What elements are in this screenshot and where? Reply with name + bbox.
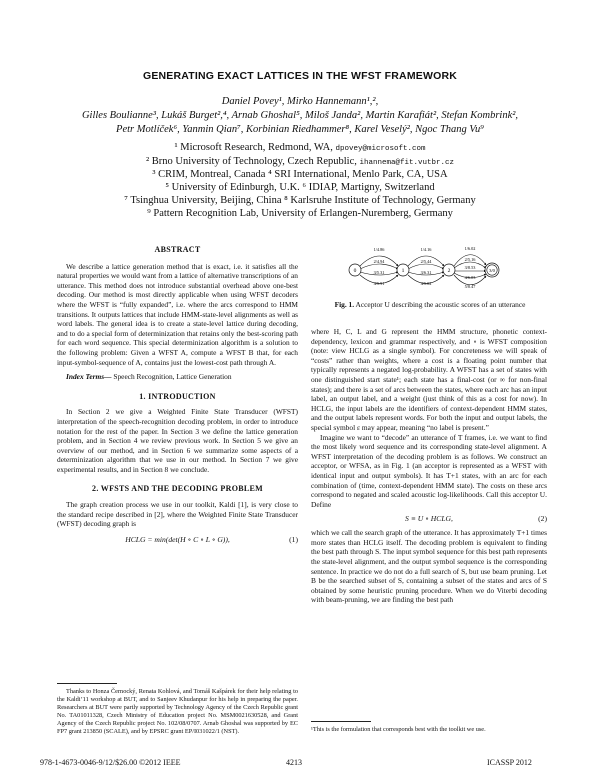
left-column: [57, 245, 298, 549]
abstract-heading: ABSTRACT: [154, 245, 201, 254]
arc-label: 1/4.16: [420, 247, 432, 252]
figure-caption: Fig. 1. Acceptor U describing the acoustic scores of an utterance: [334, 300, 526, 309]
section-1-text: In Section 2 we give a Weighted Finite State Transducer (WFST) interpretation of the speech-recognition decoding problem, in order to introduce notation for the rest of the paper. In Section 3 we define the lattice generation problem, and in Section 4 we review previous work. In Section 5 we give an overview of our method, and in Section 6 we summarize some aspects of a determinization algorithm that we use in our method. In Section 7 we give experimental results, and in Section 8 we conclude.: [57, 407, 298, 474]
section-2-text: The graph creation process we use in our toolkit, Kaldi [1], is very close to the standard recipe described in [2], where the Weighted Finite State Transducer (WFST) decoding graph is: [57, 500, 298, 529]
arc-label: 3/5.31: [373, 270, 385, 275]
author-line-1: Daniel Povey¹, Mirko Hannemann¹,²,: [221, 96, 379, 107]
arc-0-1-b: [360, 264, 398, 269]
arc-label: 1/4.86: [373, 247, 385, 252]
arc-label: 2/5.16: [464, 257, 476, 262]
arc-label: 4/5.02: [420, 281, 432, 286]
affiliation-2: ² Brno University of Technology, Czech Republic, ihannema@fit.vutbr.cz: [145, 156, 455, 167]
right-paragraph-3: which we call the search graph of the utterance. It has approximately T+1 times more states than HCLG itself. The decoding problem is equivalent to finding the best path through S. The input symbol sequence for this best path represents the state-level alignment, and the output symbol sequence is the corresponding sentence. In practice we do not do a full search of S, but use beam pruning. Let B be the searched subset of S, containing a subset of the states and arcs of S obtained by some heuristic pruning procedure. When we do Viterbi decoding with beam-pruning, we are finding the best path: [311, 528, 547, 605]
footer-conference: ICASSP 2012: [487, 758, 532, 767]
right-paragraph-2: Imagine we want to “decode” an utterance of T frames, i.e. we want to find the most likely word sequence and its corresponding state-level alignment. A WFST interpretation of the decoding problem is as follows. We construct an acceptor, or WFSA, as in Fig. 1 (an acceptor is represented as a WFST with identical input and output symbols). It has T+1 states, with an arc for each combination of (time, context-dependent HMM state). The costs on these arcs correspond to negated and scaled acoustic log-likelihoods. Call this acceptor U. Define: [311, 432, 547, 509]
abstract-text: We describe a lattice generation method that is exact, i.e. it satisfies all the natural properties we would want from a lattice of alternative transcriptions of an utterance. This method does not introduce substantial overhead above one-best decoding. Our method is most directly applicable when using WFST decoders where the WFST is “fully expanded”, i.e. where the arcs correspond to HMM transitions. It outputs lattices that include HMM-state-level alignments as well as word labels. The general idea is to create a state-level lattice during decoding, and to do a special form of determinization that retains only the best-scoring path for each word sequence. This special determinization algorithm is a solution to the following problem: Given a WFST A, compute a WFST B that, for each input-symbol-sequence of A, contains just the lowest-cost path through A.: [57, 261, 298, 367]
arc-label: 2/5.44: [420, 259, 432, 264]
state-1-label: 1: [401, 268, 405, 274]
arc-label: 5/8.47: [464, 284, 476, 289]
affiliation-6: ⁹ Pattern Recognition Lab, University of Erlangen-Nuremberg, Germany: [147, 208, 453, 219]
arc-label: 4/5.91: [373, 281, 385, 286]
footnote-rule-left: [57, 683, 117, 684]
email-1: dpovey@microsoft.com: [335, 145, 426, 153]
equation-1: HCLG = min(det(H ∘ C ∘ L ∘ G)), (1): [125, 534, 298, 544]
arc-label: 2/4.94: [373, 259, 385, 264]
email-2: ihannema@fit.vutbr.cz: [359, 159, 455, 167]
arc-label: 4/6.03: [464, 275, 476, 280]
arc-label: 3/6.31: [420, 270, 432, 275]
index-terms: Index Terms— Speech Recognition, Lattice Generation: [66, 372, 232, 382]
thanks-footnote: Thanks to Honza Černocký, Renata Kohlová, and Tomáš Kašpárek for their help relating to the Kaldi’11 workshop at BUT, and to Sanjeev Khudanpur for his help in preparing the paper. Researchers at BUT were partly supported by Technology Agency of the Czech Republic grant No. TA01011328, Czech Ministry of Education project No. MSM0021630528, and Grant Agency of the Czech Republic project No. 102/08/0707. Arnab Ghoshal was supported by EC FP7 grant 213850 (SCALE), and by EPSRC grant EP/I031022/1 (NST).: [57, 688, 298, 735]
arc-1-2-b: [408, 264, 444, 269]
state-3-label: 3/0: [489, 268, 495, 273]
arc-label: 1/6.02: [464, 246, 476, 251]
affiliation-4: ⁵ University of Edinburgh, U.K. ⁶ IDIAP, Martigny, Switzerland: [165, 182, 435, 193]
affiliation-5: ⁷ Tsinghua University, Beijing, China ⁸ Karlsruhe Institute of Technology, Germany: [124, 195, 476, 206]
acceptor-figure: [340, 242, 500, 298]
right-column: [311, 327, 547, 605]
state-2-label: 2: [447, 268, 451, 274]
affiliation-3: ³ CRIM, Montreal, Canada ⁴ SRI International, Menlo Park, CA, USA: [152, 169, 448, 180]
footnote-rule-right: [311, 721, 371, 722]
state-0-label: 0: [353, 268, 357, 274]
section-1-heading: 1. INTRODUCTION: [139, 391, 216, 401]
footer-isbn: 978-1-4673-0046-9/12/$26.00 ©2012 IEEE: [40, 758, 181, 767]
affiliation-1: ¹ Microsoft Research, Redmond, WA, dpovey@microsoft.com: [174, 142, 426, 153]
arc-label: 3/8.53: [464, 265, 476, 270]
section-2-heading: 2. WFSTS AND THE DECODING PROBLEM: [92, 484, 263, 494]
paper-title: GENERATING EXACT LATTICES IN THE WFST FRAMEWORK: [142, 70, 458, 82]
footer-page-number: 4213: [286, 758, 302, 767]
author-line-3: Petr Motlíček⁶, Yanmin Qian⁷, Korbinian Riedhammer⁸, Karel Veselý², Ngoc Thang Vu⁹: [116, 124, 484, 135]
equation-2: S ≡ U ∘ HCLG, (2): [405, 514, 547, 524]
toolkit-footnote: ¹This is the formulation that corresponds best with the toolkit we use.: [311, 726, 486, 733]
right-paragraph-1: where H, C, L and G represent the HMM structure, phonetic context-dependency, lexicon and grammar respectively, and ∘ is WFST composition (note: view HCLG as a single symbol). For concreteness we will speak of “costs” rather than weights, where a cost is a floating point number that typically represents a negated log-probability. A WFST has a set of states with one distinguished start state¹; each state has a final-cost (or ∞ for non-final states); and there is a set of arcs between the states, where each arc has an input label, an output label, and a weight (just think of this as a cost for now). In HCLG, the input labels are the identifiers of context-dependent HMM states, and the output labels represent words. For both the input and output labels, the special symbol ε may appear, meaning “no label is present.”: [311, 327, 547, 432]
author-line-2: Gilles Boulianne³, Lukáš Burget²,⁴, Arnab Ghoshal⁵, Miloš Janda², Martin Karafiát², Stefan Kombrink²,: [81, 110, 519, 121]
